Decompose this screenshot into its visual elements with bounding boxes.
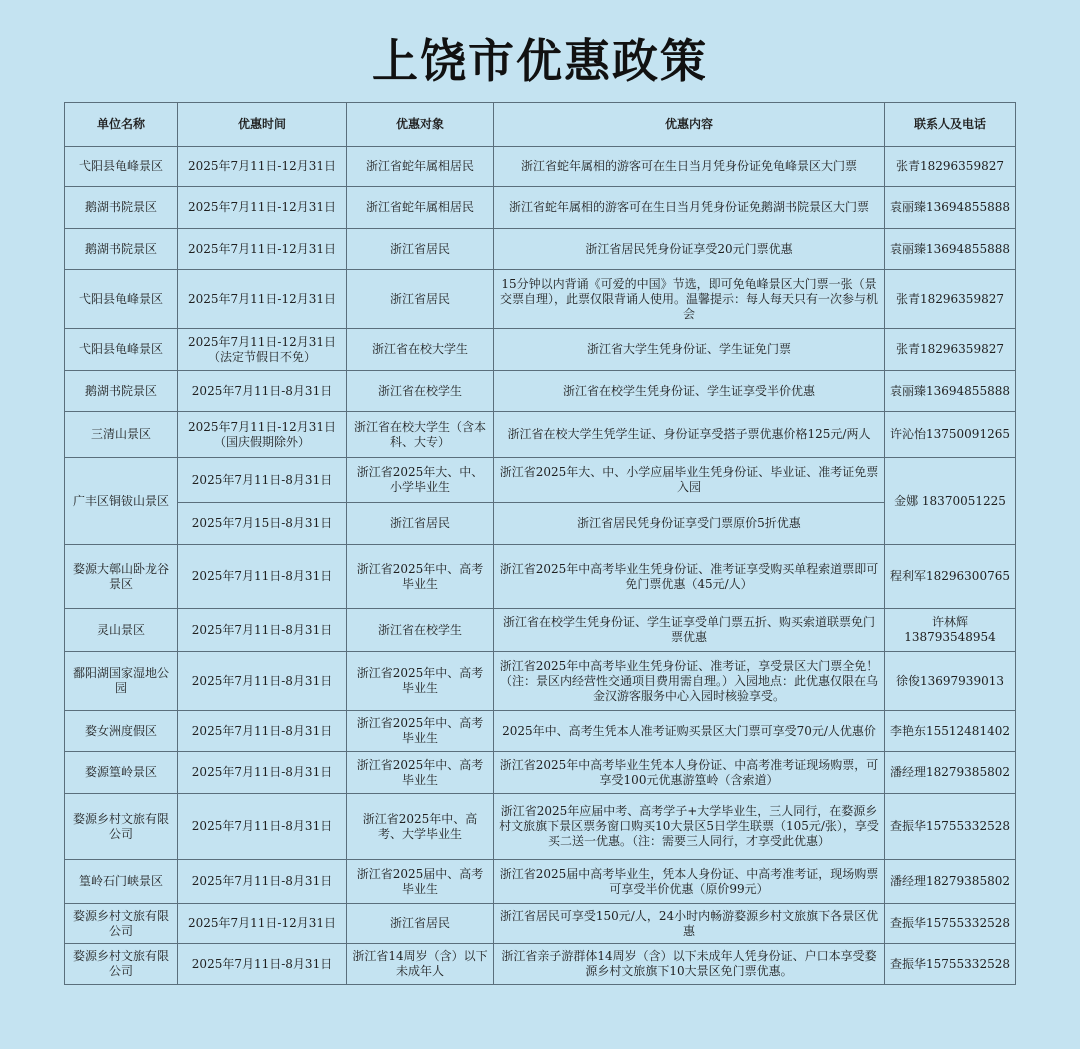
cell-contact: 查振华15755332528 (885, 794, 1016, 860)
cell-contact: 查振华15755332528 (885, 904, 1016, 944)
cell-content: 2025年中、高考生凭本人准考证购买景区大门票可享受70元/人优惠价 (494, 711, 885, 752)
table-row (65, 329, 1016, 371)
table-row (65, 147, 1016, 187)
cell-content: 浙江省2025年中高考毕业生凭身份证、准考证，享受景区大门票全免！（注：景区内经营性交通项目费用需自理。）入园地点：此优惠仅限在乌金汉游客服务中心入园时核验享受。 (494, 652, 885, 711)
cell-unit: 鹅湖书院景区 (65, 187, 178, 229)
table-row (65, 545, 1016, 609)
cell-time: 2025年7月11日-8月31日 (178, 458, 347, 503)
cell-target: 浙江省居民 (347, 229, 494, 270)
cell-contact: 徐俊13697939013 (885, 652, 1016, 711)
cell-content: 浙江省在校学生凭身份证、学生证享受单门票五折、购买索道联票免门票优惠 (494, 609, 885, 652)
cell-contact: 张青18296359827 (885, 270, 1016, 329)
header-content: 优惠内容 (494, 103, 885, 147)
cell-time: 2025年7月11日-12月31日 (178, 147, 347, 187)
cell-content: 浙江省2025年大、中、小学应届毕业生凭身份证、毕业证、准考证免票入园 (494, 458, 885, 503)
cell-target: 浙江省居民 (347, 503, 494, 545)
cell-time: 2025年7月11日-12月31日（法定节假日不免） (178, 329, 347, 371)
table-row (65, 503, 1016, 545)
cell-contact: 袁丽臻13694855888 (885, 371, 1016, 412)
cell-time: 2025年7月11日-8月31日 (178, 752, 347, 794)
table-row (65, 944, 1016, 985)
header-time: 优惠时间 (178, 103, 347, 147)
cell-contact: 李艳东15512481402 (885, 711, 1016, 752)
cell-target: 浙江省居民 (347, 904, 494, 944)
cell-content: 浙江省2025届中高考毕业生，凭本人身份证、中高考准考证，现场购票可享受半价优惠（原价99元） (494, 860, 885, 904)
cell-target: 浙江省居民 (347, 270, 494, 329)
cell-time: 2025年7月11日-12月31日 (178, 904, 347, 944)
cell-contact: 金娜 18370051225 (885, 458, 1016, 545)
header-target: 优惠对象 (347, 103, 494, 147)
cell-content: 浙江省在校学生凭身份证、学生证享受半价优惠 (494, 371, 885, 412)
cell-target: 浙江省蛇年属相居民 (347, 147, 494, 187)
cell-contact: 袁丽臻13694855888 (885, 229, 1016, 270)
cell-content: 浙江省2025年中高考毕业生凭身份证、准考证享受购买单程索道票即可免门票优惠（45元/人） (494, 545, 885, 609)
cell-target: 浙江省2025年中、高考毕业生 (347, 545, 494, 609)
table-row (65, 458, 1016, 503)
cell-contact: 许林辉138793548954 (885, 609, 1016, 652)
cell-target: 浙江省2025年中、高考、大学毕业生 (347, 794, 494, 860)
cell-content: 浙江省大学生凭身份证、学生证免门票 (494, 329, 885, 371)
cell-unit: 广丰区铜钹山景区 (65, 458, 178, 545)
cell-time: 2025年7月15日-8月31日 (178, 503, 347, 545)
table-row (65, 609, 1016, 652)
cell-unit: 婺源篁岭景区 (65, 752, 178, 794)
page-title: 上饶市优惠政策 (372, 34, 708, 88)
table-row (65, 860, 1016, 904)
cell-content: 浙江省居民凭身份证享受门票原价5折优惠 (494, 503, 885, 545)
cell-target: 浙江省2025年大、中、小学毕业生 (347, 458, 494, 503)
cell-target: 浙江省在校大学生（含本科、大专） (347, 412, 494, 458)
cell-contact: 张青18296359827 (885, 147, 1016, 187)
cell-unit: 弋阳县龟峰景区 (65, 147, 178, 187)
cell-unit: 灵山景区 (65, 609, 178, 652)
cell-time: 2025年7月11日-12月31日 (178, 229, 347, 270)
table-row (65, 652, 1016, 711)
cell-unit: 婺源大鄣山卧龙谷景区 (65, 545, 178, 609)
cell-content: 浙江省2025年中高考毕业生凭本人身份证、中高考准考证现场购票，可享受100元优惠游篁岭（含索道） (494, 752, 885, 794)
cell-target: 浙江省2025年中、高考毕业生 (347, 752, 494, 794)
table-row (65, 752, 1016, 794)
cell-content: 浙江省在校大学生凭学生证、身份证享受搭子票优惠价格125元/两人 (494, 412, 885, 458)
cell-target: 浙江省在校学生 (347, 609, 494, 652)
cell-content: 浙江省2025年应届中考、高考学子+大学毕业生，三人同行，在婺源乡村文旅旗下景区票务窗口购买10大景区5日学生联票（105元/张），享受买二送一优惠。（注：需要三人同行，才享受此优惠） (494, 794, 885, 860)
cell-time: 2025年7月11日-8月31日 (178, 860, 347, 904)
cell-contact: 许沁怡13750091265 (885, 412, 1016, 458)
table-row (65, 904, 1016, 944)
cell-unit: 鹅湖书院景区 (65, 371, 178, 412)
cell-target: 浙江省2025届中、高考毕业生 (347, 860, 494, 904)
cell-contact: 潘经理18279385802 (885, 860, 1016, 904)
cell-target: 浙江省蛇年属相居民 (347, 187, 494, 229)
cell-unit: 婺源乡村文旅有限公司 (65, 944, 178, 985)
cell-unit: 婺源乡村文旅有限公司 (65, 904, 178, 944)
table-row (65, 229, 1016, 270)
cell-contact: 程利军18296300765 (885, 545, 1016, 609)
cell-time: 2025年7月11日-12月31日（国庆假期除外） (178, 412, 347, 458)
header-unit: 单位名称 (65, 103, 178, 147)
cell-time: 2025年7月11日-8月31日 (178, 545, 347, 609)
cell-target: 浙江省2025年中、高考毕业生 (347, 652, 494, 711)
cell-content: 15分钟以内背诵《可爱的中国》节选，即可免龟峰景区大门票一张（景交票自理），此票仅限背诵人使用。温馨提示：每人每天只有一次参与机会 (494, 270, 885, 329)
cell-content: 浙江省蛇年属相的游客可在生日当月凭身份证免鹅湖书院景区大门票 (494, 187, 885, 229)
cell-unit: 弋阳县龟峰景区 (65, 329, 178, 371)
cell-unit: 鄱阳湖国家湿地公园 (65, 652, 178, 711)
cell-time: 2025年7月11日-8月31日 (178, 794, 347, 860)
cell-unit: 婺源乡村文旅有限公司 (65, 794, 178, 860)
cell-content: 浙江省亲子游群体14周岁（含）以下未成年人凭身份证、户口本享受婺源乡村文旅旗下10大景区免门票优惠。 (494, 944, 885, 985)
cell-contact: 张青18296359827 (885, 329, 1016, 371)
cell-time: 2025年7月11日-8月31日 (178, 652, 347, 711)
cell-contact: 查振华15755332528 (885, 944, 1016, 985)
cell-content: 浙江省居民可享受150元/人，24小时内畅游婺源乡村文旅旗下各景区优惠 (494, 904, 885, 944)
cell-target: 浙江省14周岁（含）以下未成年人 (347, 944, 494, 985)
cell-unit: 篁岭石门峡景区 (65, 860, 178, 904)
table-row (65, 711, 1016, 752)
cell-time: 2025年7月11日-12月31日 (178, 187, 347, 229)
cell-target: 浙江省在校学生 (347, 371, 494, 412)
cell-content: 浙江省居民凭身份证享受20元门票优惠 (494, 229, 885, 270)
cell-time: 2025年7月11日-12月31日 (178, 270, 347, 329)
header-contact: 联系人及电话 (885, 103, 1016, 147)
cell-time: 2025年7月11日-8月31日 (178, 944, 347, 985)
cell-contact: 袁丽臻13694855888 (885, 187, 1016, 229)
cell-unit: 鹅湖书院景区 (65, 229, 178, 270)
cell-unit: 弋阳县龟峰景区 (65, 270, 178, 329)
table-row (65, 187, 1016, 229)
cell-time: 2025年7月11日-8月31日 (178, 711, 347, 752)
cell-target: 浙江省2025年中、高考毕业生 (347, 711, 494, 752)
cell-time: 2025年7月11日-8月31日 (178, 609, 347, 652)
cell-unit: 三清山景区 (65, 412, 178, 458)
cell-content: 浙江省蛇年属相的游客可在生日当月凭身份证免龟峰景区大门票 (494, 147, 885, 187)
cell-target: 浙江省在校大学生 (347, 329, 494, 371)
table-row (65, 794, 1016, 860)
cell-contact: 潘经理18279385802 (885, 752, 1016, 794)
table-row (65, 371, 1016, 412)
policy-table (64, 102, 1016, 985)
cell-time: 2025年7月11日-8月31日 (178, 371, 347, 412)
table-header-row (65, 103, 1016, 147)
table-row (65, 412, 1016, 458)
table-row (65, 270, 1016, 329)
cell-unit: 婺女洲度假区 (65, 711, 178, 752)
